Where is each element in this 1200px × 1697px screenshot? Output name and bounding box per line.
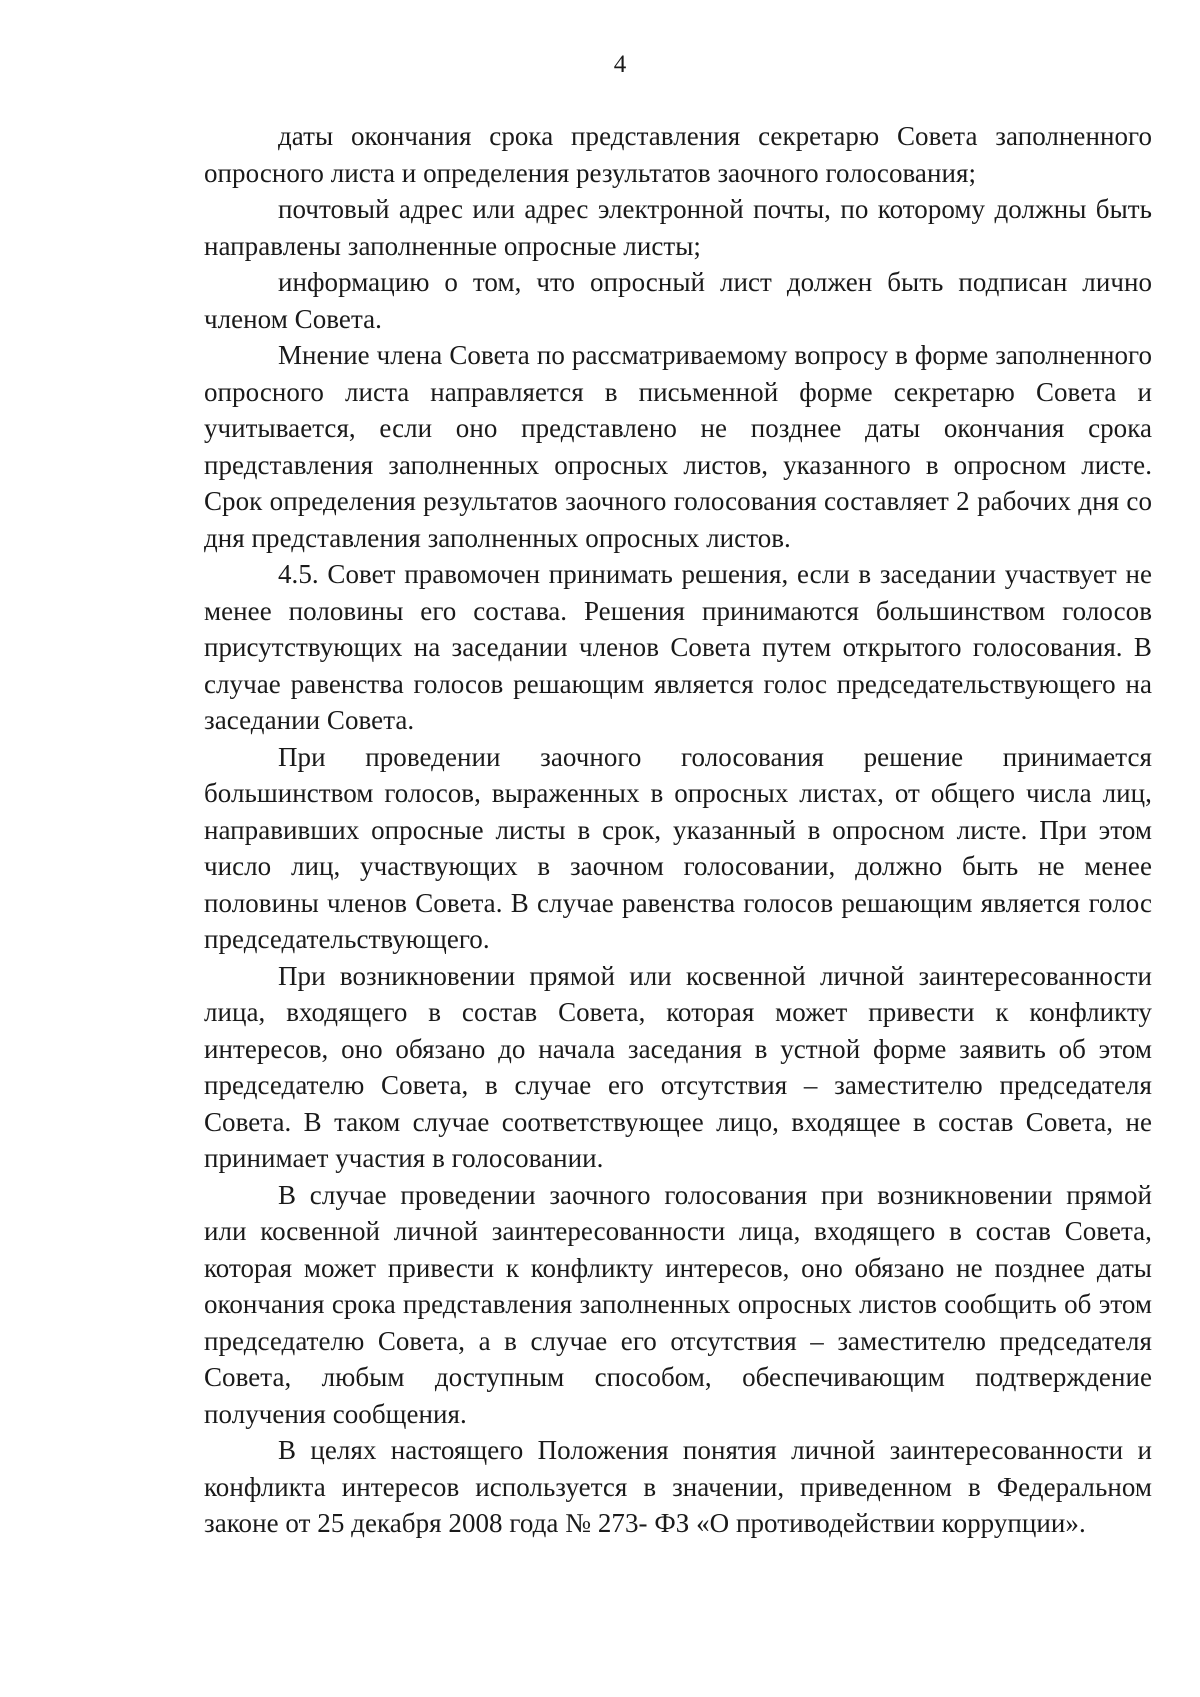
paragraph: почтовый адрес или адрес электронной почты, по которому должны быть направлены заполненные опросные листы;: [204, 194, 1152, 261]
paragraph: Мнение члена Совета по рассматриваемому вопросу в форме заполненного опросного листа направляется в письменной форме секретарю Совета и учитывается, если оно представлено не позднее даты окончания срока представления заполненных опросных листов, указанного в опросном листе. Срок определения результатов заочного голосования составляет 2 рабочих дня со дня представления заполненных опросных листов.: [204, 340, 1152, 553]
paragraph: При возникновении прямой или косвенной личной заинтересованности лица, входящего в состав Совета, которая может привести к конфликту интересов, оно обязано до начала заседания в устной форме заявить об этом председателю Совета, в случае его отсутствия – заместителю председателя Совета. В таком случае соответствующее лицо, входящее в состав Совета, не принимает участия в голосовании.: [204, 960, 1152, 1173]
paragraph: даты окончания срока представления секретарю Совета заполненного опросного листа и определения результатов заочного голосования;: [204, 121, 1152, 188]
paragraph: информацию о том, что опросный лист должен быть подписан лично членом Совета.: [204, 267, 1152, 334]
page-number: 4: [613, 51, 627, 78]
document-body: [204, 118, 1152, 1542]
paragraph: В целях настоящего Положения понятия личной заинтересованности и конфликта интересов используется в значении, приведенном в Федеральном законе от 25 декабря 2008 года № 273- ФЗ «О противодействии коррупции».: [204, 1435, 1152, 1538]
paragraph: В случае проведении заочного голосования при возникновении прямой или косвенной личной заинтересованности лица, входящего в состав Совета, которая может привести к конфликту интересов, оно обязано не позднее даты окончания срока представления заполненных опросных листов сообщить об этом председателю Совета, а в случае его отсутствия – заместителю председателя Совета, любым доступным способом, обеспечивающим подтверждение получения сообщения.: [204, 1179, 1152, 1429]
paragraph: При проведении заочного голосования решение принимается большинством голосов, выраженных в опросных листах, от общего числа лиц, направивших опросные листы в срок, указанный в опросном листе. При этом число лиц, участвующих в заочном голосовании, должно быть не менее половины членов Совета. В случае равенства голосов решающим является голос председательствующего.: [204, 741, 1152, 954]
paragraph: 4.5. Совет правомочен принимать решения, если в заседании участвует не менее половины его состава. Решения принимаются большинством голосов присутствующих на заседании членов Совета путем открытого голосования. В случае равенства голосов решающим является голос председательствующего на заседании Совета.: [204, 559, 1152, 735]
